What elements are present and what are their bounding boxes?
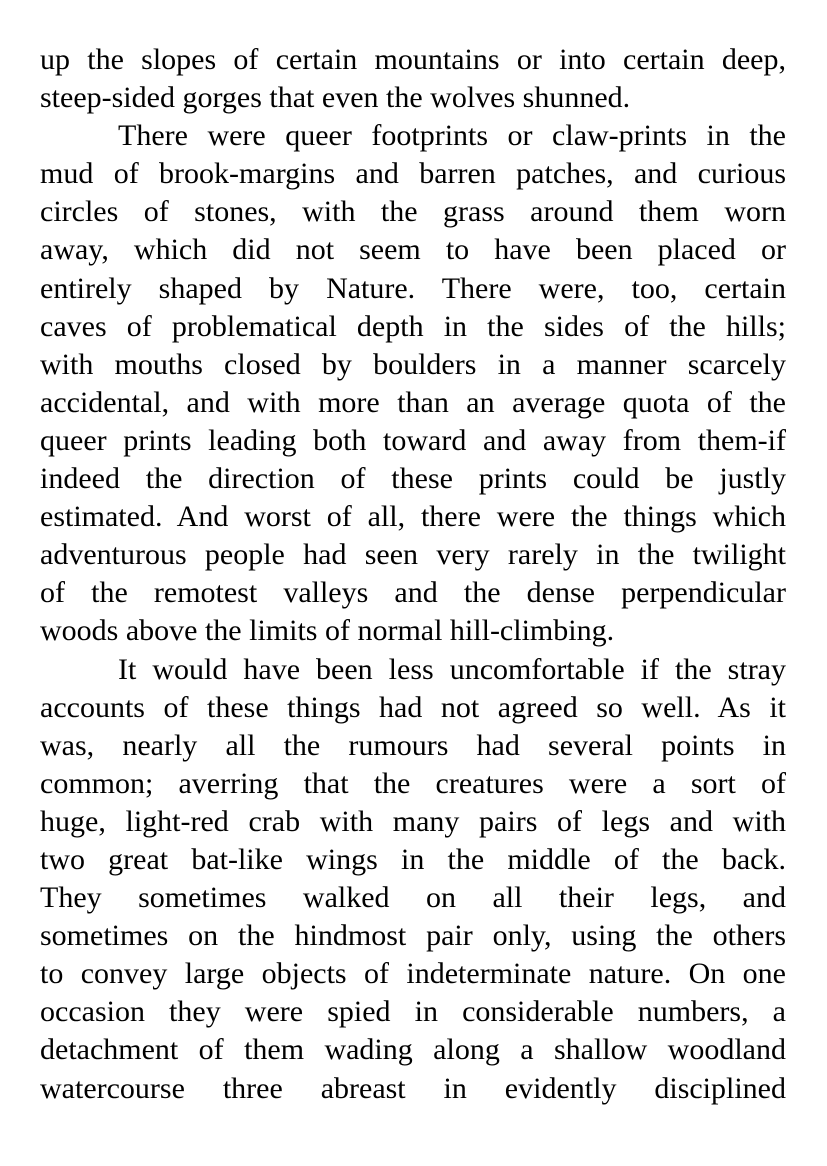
text-line: two great bat-like wings in the middle of the back.: [40, 842, 786, 876]
text-line: huge, light-red crab with many pairs of legs and with: [40, 804, 786, 838]
text-line: entirely shaped by Nature. There were, too, certain: [40, 271, 786, 305]
text-line: accounts of these things had not agreed so well. As it: [40, 690, 786, 724]
text-line: mud of brook-margins and barren patches, and curious: [40, 157, 786, 191]
text-line: caves of problematical depth in the sides of the hills;: [40, 309, 786, 343]
text-line: steep-sided gorges that even the wolves shunned.: [40, 81, 631, 115]
text-line: They sometimes walked on all their legs, and: [40, 881, 786, 915]
text-line: occasion they were spied in considerable numbers, a: [40, 995, 786, 1029]
text-line: was, nearly all the rumours had several points in: [40, 728, 786, 762]
paragraph-2: [40, 117, 786, 650]
text-line: with mouths closed by boulders in a manner scarcely: [40, 347, 786, 381]
paragraph-3: [40, 651, 786, 1108]
text-line: of the remotest valleys and the dense perpendicular: [40, 576, 786, 610]
text-line: common; averring that the creatures were a sort of: [40, 766, 786, 800]
text-line: away, which did not seem to have been placed or: [40, 233, 786, 267]
text-line: watercourse three abreast in evidently disciplined: [40, 1071, 786, 1105]
text-line: There were queer footprints or claw-prints in the: [118, 119, 786, 153]
text-line: accidental, and with more than an average quota of the: [40, 385, 786, 419]
text-line: indeed the direction of these prints could be justly: [40, 462, 786, 496]
text-line: circles of stones, with the grass around them worn: [40, 195, 786, 229]
text-line: adventurous people had seen very rarely in the twilight: [40, 538, 786, 572]
text-line: It would have been less uncomfortable if the stray: [118, 652, 786, 686]
text-line: detachment of them wading along a shallow woodland: [40, 1033, 786, 1067]
text-line: woods above the limits of normal hill-climbing.: [40, 614, 615, 648]
text-line: to convey large objects of indeterminate nature. On one: [40, 957, 786, 991]
text-line: estimated. And worst of all, there were the things which: [40, 500, 786, 534]
page-text: [40, 41, 786, 1108]
text-line: queer prints leading both toward and away from them-if: [40, 423, 786, 457]
paragraph-1: [40, 41, 786, 117]
text-line: up the slopes of certain mountains or into certain deep,: [40, 43, 786, 76]
text-line: sometimes on the hindmost pair only, using the others: [40, 919, 786, 953]
